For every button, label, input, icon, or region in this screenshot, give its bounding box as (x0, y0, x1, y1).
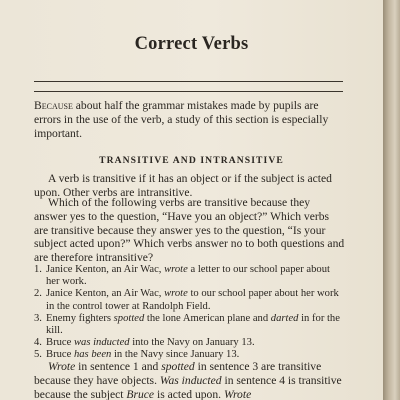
example-text: Enemy fighters (46, 312, 114, 324)
example-text: in for the kill. (46, 312, 340, 337)
example-text: Janice Kenton, an Air Wac, (46, 288, 165, 300)
example-number: 3. (34, 312, 42, 324)
example-verb: wrote (164, 264, 188, 275)
example-text: a letter to our school paper about her work. (46, 264, 330, 288)
example-verb: darted (270, 312, 299, 324)
example-verb: wrote (164, 288, 188, 300)
closing-text: in sentence 1 and (75, 360, 162, 373)
question-paragraph: Which of the following verbs are transitive because they answer yes to the question, “Have you an object?” Which verbs are transitive because they answer yes to the question, “Is your subject acted upon?” Which verbs answer no to both questions and are therefore intransitive? (34, 196, 345, 265)
example-sentences (34, 264, 345, 362)
closing-subject: Bruce (126, 387, 155, 400)
title-rule-lower (34, 91, 343, 92)
example-text: in the Navy since January 13. (111, 349, 240, 361)
closing-text: in sentence 3 are transitive because they have objects. (34, 360, 322, 387)
example-text: Bruce (46, 337, 74, 349)
closing-verb: Wrote (48, 360, 76, 373)
example-number: 1. (34, 264, 42, 275)
example-text: Janice Kenton, an Air Wac, (46, 264, 165, 275)
closing-text: in sentence 4 is transitive because the subject (34, 373, 342, 400)
intro-text: about half the grammar mistakes made by pupils are errors in the use of the verb, a study of this section is especially important. (34, 99, 329, 141)
example-text: the lone American plane and (144, 312, 271, 324)
closing-paragraph (34, 360, 345, 400)
example-verb: spotted (113, 312, 145, 324)
example-item (34, 264, 345, 288)
example-number: 4. (34, 337, 42, 349)
example-verb: was inducted (73, 337, 130, 349)
example-number: 5. (34, 349, 42, 361)
closing-verb: Was inducted (159, 373, 222, 387)
closing-verb: spotted (161, 360, 195, 373)
example-item (34, 313, 345, 337)
section-heading: TRANSITIVE AND INTRANSITIVE (99, 155, 284, 166)
example-verb: has been (73, 349, 112, 361)
page-title: Correct Verbs (134, 34, 249, 54)
example-text: Bruce (46, 349, 74, 361)
definition-paragraph: A verb is transitive if it has an object or if the subject is acted upon. Other verbs are intransitive. (34, 172, 332, 199)
intro-lead-word: Because (34, 99, 73, 112)
example-item (34, 288, 345, 312)
example-text: into the Navy on January 13. (129, 337, 255, 349)
closing-text: is acted upon. (154, 387, 224, 400)
example-item (34, 337, 345, 349)
page-edge-shadow (383, 0, 400, 400)
closing-verb: Wrote (223, 387, 252, 400)
example-text: to our school paper about her work in the control tower at Randolph Field. (46, 288, 339, 312)
intro-paragraph (34, 99, 345, 142)
title-rule-upper (34, 81, 343, 82)
example-number: 2. (34, 288, 42, 300)
